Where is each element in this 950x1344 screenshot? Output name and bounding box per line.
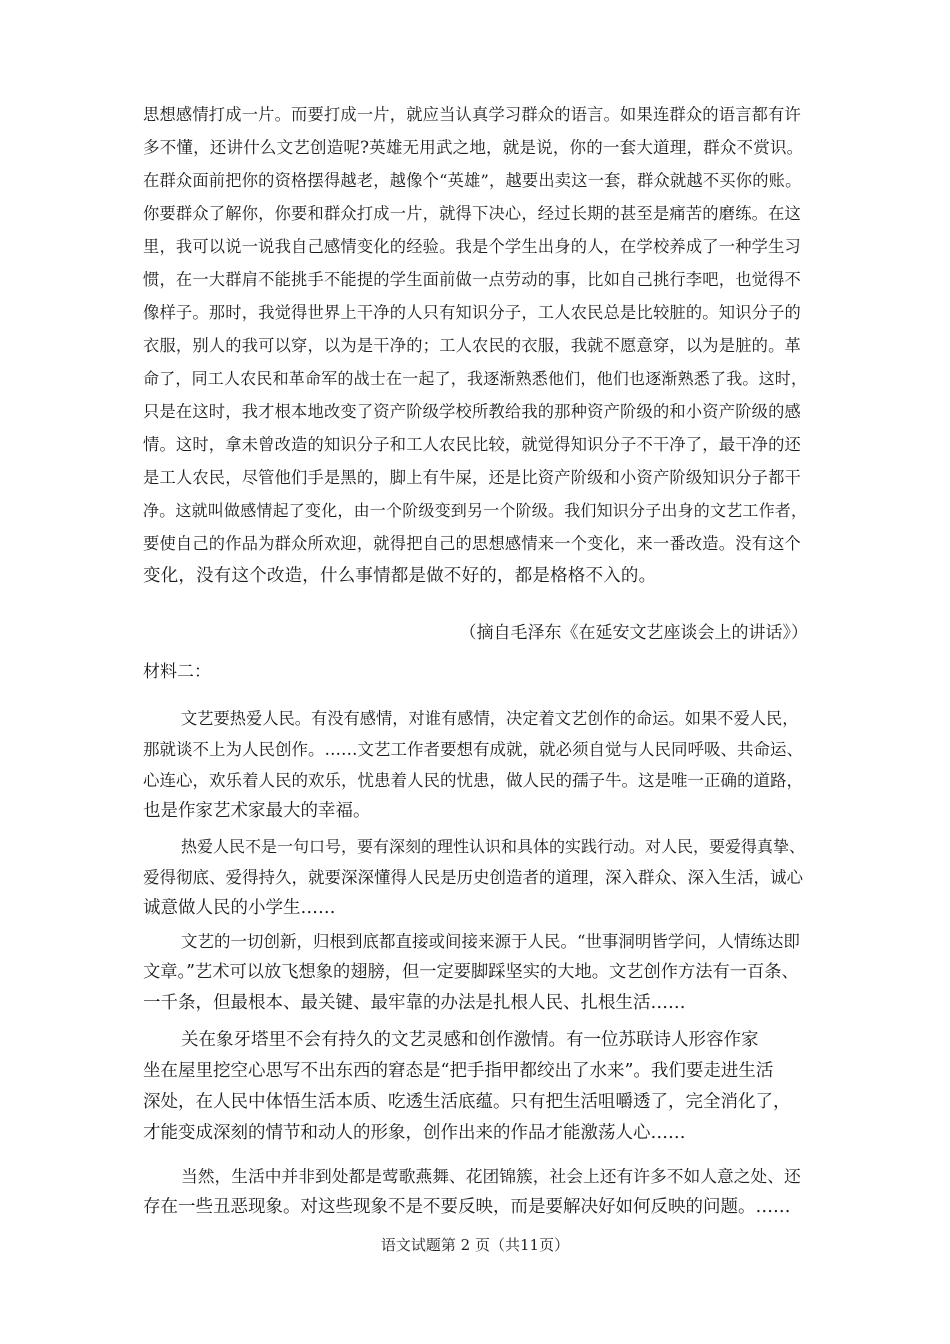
paragraph bbox=[143, 703, 807, 827]
paragraph bbox=[143, 831, 807, 924]
text-line: 文艺的一切创新，归根到底都直接或间接来源于人民。“世事洞明皆学问，人情练达即 bbox=[181, 932, 800, 951]
material-two-heading: 材料二： bbox=[143, 662, 211, 682]
text-line: 像样子。那时，我觉得世界上干净的人只有知识分子，工人农民总是比较脏的。知识分子的 bbox=[143, 303, 801, 322]
text-line: 情。这时，拿未曾改造的知识分子和工人农民比较，就觉得知识分子不干净了，最干净的还 bbox=[143, 435, 801, 454]
text-line: 爱得彻底、爱得持久，就要深深懂得人民是历史创造者的道理，深入群众、深入生活，诚心 bbox=[143, 868, 803, 887]
text-line: 心连心，欢乐着人民的欢乐，忧患着人民的忧患，做人民的孺子牛。这是唯一正确的道路， bbox=[143, 771, 803, 790]
text-line: 惯，在一大群肩不能挑手不能提的学生面前做一点劳动的事，比如自己挑行李吧，也觉得不 bbox=[143, 270, 801, 289]
paragraph bbox=[143, 926, 807, 1019]
text-line: 只是在这时，我才根本地改变了资产阶级学校所教给我的那种资产阶级的和小资产阶级的感 bbox=[143, 402, 801, 421]
material-one-text bbox=[143, 98, 807, 593]
text-line: 一千条，但最根本、最关键、最牢靠的办法是扎根人民、扎根生活…… bbox=[143, 993, 686, 1013]
text-line: 文章。”艺术可以放飞想象的翅膀，但一定要脚踩坚实的大地。文艺创作方法有一百条、 bbox=[143, 962, 799, 982]
paragraph bbox=[143, 1025, 807, 1149]
text-line: 净。这就叫做感情起了变化，由一个阶级变到另一个阶级。我们知识分子出身的文艺工作者， bbox=[143, 501, 808, 520]
text-line: 要使自己的作品为群众所欢迎，就得把自己的思想感情来一个变化，来一番改造。没有这个 bbox=[143, 534, 801, 553]
text-line: 才能变成深刻的情节和动人的形象，创作出来的作品才能激荡人心…… bbox=[143, 1123, 686, 1143]
text-line: 那就谈不上为人民创作。……文艺工作者要想有成就，就必须自觉与人民同呼吸、共命运、 bbox=[143, 740, 803, 759]
text-line: 存在一些丑恶现象。对这些现象不是不要反映，而是要解决好如何反映的问题。…… bbox=[143, 1197, 791, 1217]
text-line: 变化，没有这个改造，什么事情都是做不好的，都是格格不入的。 bbox=[143, 566, 657, 586]
text-line: 关在象牙塔里不会有持久的文艺灵感和创作激情。有一位苏联诗人形容作家 bbox=[181, 1030, 759, 1050]
text-line: 热爱人民不是一句口号，要有深刻的理性认识和具体的实践行动。对人民，要爱得真挚、 bbox=[181, 837, 806, 856]
source-attribution: （摘自毛泽东《在延安文艺座谈会上的讲话》） bbox=[459, 623, 808, 643]
text-line: 思想感情打成一片。而要打成一片，就应当认真学习群众的语言。如果连群众的语言都有许 bbox=[143, 105, 801, 124]
text-line: 诚意做人民的小学生…… bbox=[143, 898, 336, 918]
text-line: 文艺要热爱人民。有没有感情，对谁有感情，决定着文艺创作的命运。如果不爱人民， bbox=[181, 709, 799, 728]
text-line: 多不懂，还讲什么文艺创造呢?英雄无用武之地，就是说，你的一套大道理，群众不赏识。 bbox=[143, 138, 804, 157]
text-line: 是工人农民，尽管他们手是黑的，脚上有牛屎，还是比资产阶级和小资产阶级知识分子都干 bbox=[143, 468, 801, 487]
text-line: 深处，在人民中体悟生活本质、吃透生活底蕴。只有把生活咀嚼透了，完全消化了， bbox=[143, 1092, 791, 1112]
text-line: 命了，同工人农民和革命军的战士在一起了，我逐渐熟悉他们，他们也逐渐熟悉了我。这时， bbox=[143, 369, 808, 388]
text-line: 坐在屋里挖空心思写不出东西的窘态是“把手指甲都绞出了水来”。我们要走进生活 bbox=[143, 1061, 774, 1081]
text-line: 衣服，别人的我可以穿，以为是干净的；工人农民的衣服，我就不愿意穿，以为是脏的。革 bbox=[143, 336, 801, 355]
text-line: 里，我可以说一说我自己感情变化的经验。我是个学生出身的人，在学校养成了一种学生习 bbox=[143, 237, 801, 256]
page-footer: 语文试题第 2 页（共11页） bbox=[380, 1236, 570, 1254]
text-line: 也是作家艺术家最大的幸福。 bbox=[143, 801, 371, 821]
paragraph bbox=[143, 1161, 807, 1223]
text-line: 当然，生活中并非到处都是莺歌燕舞、花团锦簇，社会上还有许多不如人意之处、还 bbox=[181, 1166, 801, 1186]
text-line: 你要群众了解你，你要和群众打成一片，就得下决心，经过长期的甚至是痛苦的磨练。在这 bbox=[143, 204, 801, 223]
text-line: 在群众面前把你的资格摆得越老，越像个“英雄”，越要出卖这一套，群众就越不买你的账。 bbox=[143, 171, 802, 190]
